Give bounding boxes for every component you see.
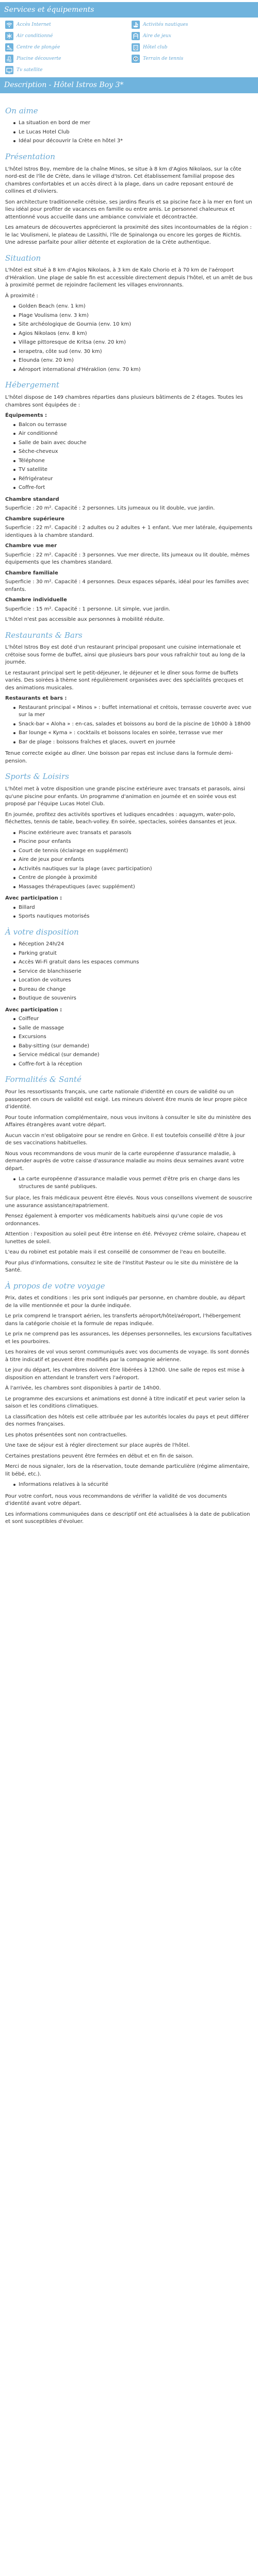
services-title: Services et équipements: [0, 2, 258, 18]
formalites-highlight: [13, 1176, 253, 1191]
paragraph: Le jour du départ, les chambres doivent être libérées à 12h00. Une salle de repos est mise à disposition en attendant le transfert vers l'aéroport.: [5, 1367, 245, 1381]
paragraph: Sur place, les frais médicaux peuvent être élevés. Nous vous conseillons vivement de souscrire une assurance assistance/rapatriement.: [5, 1195, 252, 1209]
equipment-list: [13, 421, 253, 492]
paragraph: Nous vous recommandons de vous munir de la carte européenne d'assurance maladie, à demander auprès de votre caisse d'assurance maladie au moins deux semaines avant votre départ.: [5, 1150, 244, 1172]
extra-title: Avec participation :: [5, 895, 62, 902]
infos-highlight: [13, 1481, 253, 1489]
room-text: Superficie : 22 m². Capacité : 2 adultes ou 2 adultes + 1 enfant. Vue mer latérale, équipements identiques à la chambre standard.: [5, 525, 253, 538]
paragraph: Merci de nous signaler, lors de la réservation, toute demande particulière (régime alimentaire, lit bébé, etc.).: [5, 1464, 250, 1477]
room-heading: Chambre standard: [5, 496, 59, 502]
list-item: Sports nautiques motorisés: [13, 913, 253, 921]
list-item: Bureau de change: [13, 986, 253, 994]
list-item: Baby-sitting (sur demande): [13, 1043, 253, 1050]
list-item: TV satellite: [13, 466, 253, 474]
services-grid: [0, 21, 258, 74]
paragraph: Une taxe de séjour est à régler directement sur place auprès de l'hôtel.: [5, 1443, 190, 1449]
hotel-icon: [132, 43, 140, 52]
service-clim: [5, 32, 126, 40]
boat-icon: [132, 21, 140, 29]
pool-icon: [5, 55, 13, 63]
list-item: Boutique de souvenirs: [13, 995, 253, 1003]
service-tennis: [132, 55, 253, 63]
service-label: Hôtel club: [143, 44, 168, 50]
list-item: Idéal pour découvrir la Crète en hôtel 3*: [13, 138, 253, 145]
list-item: Accès Wi-Fi gratuit dans les espaces communs: [13, 959, 253, 967]
paragraph: Pour les ressortissants français, une carte nationale d'identité en cours de validité ou un passeport en cours de validité est exigé. Les mineurs doivent être munis de leur propre pièce d'identité.: [5, 1089, 248, 1110]
paragraph: En journée, profitez des activités sportives et ludiques encadrées : aquagym, water-polo, fléchettes, tennis de table, beach-volley. En soirée, spectacles, soirées dansantes et jeux.: [5, 811, 237, 825]
list-item: Location de voitures: [13, 977, 253, 985]
extra-list: [13, 904, 253, 921]
paragraph: L'hôtel Istros Boy, membre de la chaîne Minos, se situe à 8 km d'Agios Nikolaos, sur la côte nord-est de l'île de Crète, dans le village d'Istron. Cet établissement familial propose des chambres confortables et un accès direct à la plage, dans un cadre reposant entouré de collines et d'oliviers.: [5, 166, 241, 195]
list-item: Air conditionné: [13, 430, 253, 438]
paragraph: Prix, dates et conditions : les prix sont indiqués par personne, en chambre double, au départ de la ville mentionnée et pour la durée indiquée.: [5, 1295, 246, 1309]
diver-icon: [5, 43, 13, 52]
room-text: Superficie : 30 m². Capacité : 4 personnes. Deux espaces séparés, idéal pour les familles avec enfants.: [5, 579, 249, 592]
presentation-title: Présentation: [5, 151, 55, 161]
paragraph: Le restaurant principal sert le petit-déjeuner, le déjeuner et le dîner sous forme de buffets variés. Des soirées à thème sont régulièrement organisées avec des spécialités grecques et des animations musicales.: [5, 670, 244, 691]
list-item: Court de tennis (éclairage en supplément): [13, 848, 253, 855]
list-item: Le Lucas Hotel Club: [13, 129, 253, 137]
activities-list: [13, 829, 253, 891]
list-item: La carte européenne d'assurance maladie vous permet d'être pris en charge dans les structures de santé publiques.: [13, 1176, 253, 1191]
paragraph: Les horaires de vol vous seront communiqués avec vos documents de voyage. Ils sont donnés à titre indicatif et peuvent être modifiés par la compagnie aérienne.: [5, 1349, 250, 1363]
paragraph: Pour plus d'informations, consultez le site de l'Institut Pasteur ou le site du ministère de la Santé.: [5, 1260, 238, 1274]
sports-title: Sports & Loisirs: [5, 772, 69, 782]
places-list: [13, 704, 253, 747]
room-text: Superficie : 15 m². Capacité : 1 personne. Lit simple, vue jardin.: [5, 606, 170, 612]
situation-title: Situation: [5, 253, 41, 263]
service-internet: [5, 21, 126, 29]
paragraph: L'hôtel Istros Boy est doté d'un restaurant principal proposant une cuisine internationale et crétoise sous forme de buffet, ainsi que plusieurs bars pour vous rafraîchir tout au long de la journée.: [5, 645, 246, 666]
room-heading: Chambre familiale: [5, 570, 58, 576]
service-aire-jeux: [132, 32, 253, 40]
list-item: Coiffeur: [13, 1015, 253, 1023]
paragraph: La classification des hôtels est celle attribuée par les autorités locales du pays et peut différer des normes françaises.: [5, 1414, 249, 1428]
description-title: Description - Hôtel Istros Boy 3*: [0, 77, 258, 93]
service-label: Accès Internet: [17, 22, 51, 27]
list-item: Piscine pour enfants: [13, 838, 253, 846]
paragraph: Pour votre confort, nous vous recommandons de vérifier la validité de vos documents d'identité avant votre départ.: [5, 1493, 227, 1507]
disposition-list: [13, 941, 253, 1003]
paragraph: Pour toute information complémentaire, nous vous invitons à consulter le site du ministère des Affaires étrangères avant votre départ.: [5, 1114, 251, 1128]
list-item: Restaurant principal « Minos » : buffet international et crétois, terrasse couverte avec vue sur la mer: [13, 704, 253, 719]
service-label: Aire de jeux: [143, 33, 171, 39]
list-item: Service médical (sur demande): [13, 1052, 253, 1059]
list-item: Centre de plongée à proximité: [13, 874, 253, 882]
service-label: Air conditionné: [17, 33, 53, 39]
list-item: Aire de jeux pour enfants: [13, 856, 253, 864]
snowflake-icon: [5, 32, 13, 40]
list-item: Bar de plage : boissons fraîches et glaces, ouvert en journée: [13, 739, 253, 747]
list-item: Coffre-fort: [13, 484, 253, 492]
list-item: Aéroport international d'Héraklion (env. 70 km): [13, 366, 253, 374]
equipment-title: Équipements :: [5, 413, 47, 419]
note: L'hôtel n'est pas accessible aux personnes à mobilité réduite.: [5, 617, 165, 623]
list-item: Parking gratuit: [13, 950, 253, 958]
service-label: Activités nautiques: [143, 22, 188, 27]
list-item: La situation en bord de mer: [13, 120, 253, 127]
service-piscine: [5, 55, 126, 63]
paragraph: Attention : l'exposition au soleil peut être intense en été. Prévoyez crème solaire, chapeau et lunettes de soleil.: [5, 1231, 246, 1245]
note: Tenue correcte exigée au dîner. Une boisson par repas est incluse dans la formule demi-pension.: [5, 751, 233, 764]
list-item: Service de blanchisserie: [13, 968, 253, 976]
service-nautique: [132, 21, 253, 29]
list-item: Téléphone: [13, 457, 253, 465]
list-item: Excursions: [13, 1033, 253, 1041]
paragraph: Le programme des excursions et animations est donné à titre indicatif et peut varier selon la saison et les conditions climatiques.: [5, 1396, 246, 1410]
service-label: Piscine découverte: [17, 56, 61, 61]
paragraph: Certaines prestations peuvent être fermées en début et en fin de saison.: [5, 1453, 194, 1459]
paragraph: Pensez également à emporter vos médicaments habituels ainsi qu'une copie de vos ordonnances.: [5, 1213, 223, 1227]
list-item: Ierapetra, côte sud (env. 30 km): [13, 348, 253, 356]
room-heading: Chambre vue mer: [5, 543, 57, 549]
service-hotel-club: [132, 43, 253, 52]
list-item: Agios Nikolaos (env. 8 km): [13, 330, 253, 338]
paragraph: Les informations communiquées dans ce descriptif ont été actualisées à la date de publication et sont susceptibles d'évoluer.: [5, 1511, 250, 1525]
paragraph: L'eau du robinet est potable mais il est conseillé de consommer de l'eau en bouteille.: [5, 1249, 227, 1256]
tennis-icon: [132, 55, 140, 63]
places-title: Restaurants et bars :: [5, 696, 67, 702]
nearby-list: [13, 303, 253, 374]
list-item: Balcon ou terrasse: [13, 421, 253, 429]
paragraph: L'hôtel met à votre disposition une grande piscine extérieure avec transats et parasols, ainsi qu'une piscine pour enfants. Un programme d'animation en journée et en soirée vous est proposé par l'équipe Lucas Hotel Club.: [5, 786, 245, 807]
list-item: Salle de massage: [13, 1025, 253, 1032]
paragraph: L'hôtel dispose de 149 chambres réparties dans plusieurs bâtiments de 2 étages. Toutes les chambres sont équipées de :: [5, 395, 243, 408]
formalites-title: Formalités & Santé: [5, 1075, 82, 1084]
disposition-title: À votre disposition: [5, 927, 79, 937]
hebergement-title: Hébergement: [5, 380, 59, 390]
tv-icon: [5, 66, 13, 74]
list-item: Site archéologique de Gournia (env. 10 km): [13, 321, 253, 329]
pay-title: Avec participation :: [5, 1007, 62, 1013]
list-item: Coffre-fort à la réception: [13, 1061, 253, 1069]
list-item: Informations relatives à la sécurité: [13, 1481, 253, 1489]
paragraph: Le prix comprend le transport aérien, les transferts aéroport/hôtel/aéroport, l'hébergement dans la catégorie choisie et la formule de repas indiquée.: [5, 1313, 241, 1327]
room-text: Superficie : 20 m². Capacité : 2 personnes. Lits jumeaux ou lit double, vue jardin.: [5, 505, 215, 512]
wifi-icon: [5, 21, 13, 29]
list-item: Bar lounge « Kyma » : cocktails et boissons locales en soirée, terrasse vue mer: [13, 730, 253, 737]
pay-list: [13, 1015, 253, 1068]
paragraph: Son architecture traditionnelle crétoise, ses jardins fleuris et sa piscine face à la mer en font un lieu idéal pour profiter de vacances en famille ou entre amis. Le personnel chaleureux et attentionné vous accueille dans une ambiance conviviale et décontractée.: [5, 199, 252, 220]
playground-icon: [132, 32, 140, 40]
on-aime-title: On aime: [5, 106, 38, 115]
list-item: Golden Beach (env. 1 km): [13, 303, 253, 311]
list-item: Salle de bain avec douche: [13, 439, 253, 447]
list-item: Massages thérapeutiques (avec supplément): [13, 884, 253, 891]
on-aime-list: [13, 120, 253, 145]
list-item: Piscine extérieure avec transats et parasols: [13, 829, 253, 837]
paragraph: Le prix ne comprend pas les assurances, les dépenses personnelles, les excursions facultatives et les pourboires.: [5, 1331, 252, 1345]
list-item: Réception 24h/24: [13, 941, 253, 948]
list-item: Réfrigérateur: [13, 476, 253, 483]
list-item: Sèche-cheveux: [13, 448, 253, 456]
service-label: Terrain de tennis: [143, 56, 184, 61]
room-heading: Chambre supérieure: [5, 516, 64, 522]
room-heading: Chambre individuelle: [5, 597, 67, 603]
list-item: Village pittoresque de Kritsa (env. 20 km): [13, 339, 253, 347]
list-item: Snack-bar « Aloha » : en-cas, salades et boissons au bord de la piscine de 10h00 à 18h00: [13, 721, 253, 728]
list-item: Billard: [13, 904, 253, 912]
service-plongee: [5, 43, 126, 52]
service-label: Tv satellite: [17, 67, 43, 73]
paragraph: Les photos présentées sont non contractuelles.: [5, 1432, 127, 1438]
list-item: Activités nautiques sur la plage (avec participation): [13, 866, 253, 873]
room-text: Superficie : 22 m². Capacité : 3 personnes. Vue mer directe, lits jumeaux ou lit double, mêmes équipements que les chambres standard.: [5, 552, 250, 566]
services-section: [0, 0, 258, 96]
service-label: Centre de plongée: [17, 44, 60, 50]
paragraph: Les amateurs de découvertes apprécieront la proximité des sites incontournables de la région : le lac Voulismeni, le plateau de Lassithi, l'île de Spinalonga ou encore les gorges de Richtis. Une adresse parfaite pour allier détente et exploration de la Crète authentique.: [5, 225, 252, 246]
list-item: Plage Voulisma (env. 3 km): [13, 312, 253, 320]
paragraph: À proximité :: [5, 293, 38, 299]
paragraph: À l'arrivée, les chambres sont disponibles à partir de 14h00.: [5, 1385, 161, 1392]
service-tv: [5, 66, 126, 74]
restaurants-title: Restaurants & Bars: [5, 630, 83, 640]
paragraph: Aucun vaccin n'est obligatoire pour se rendre en Grèce. Il est toutefois conseillé d'être à jour de ses vaccinations habituelles.: [5, 1132, 245, 1146]
list-item: Elounda (env. 20 km): [13, 357, 253, 365]
infos-title: À propos de votre voyage: [5, 1281, 105, 1291]
description-content: [0, 96, 258, 1526]
paragraph: L'hôtel est situé à 8 km d'Agios Nikolaos, à 3 km de Kalo Chorio et à 70 km de l'aéroport d'Héraklion. Une plage de sable fin est accessible directement depuis l'hôtel, et un arrêt de bus à proximité permet de rejoindre facilement les villages environnants.: [5, 267, 253, 289]
